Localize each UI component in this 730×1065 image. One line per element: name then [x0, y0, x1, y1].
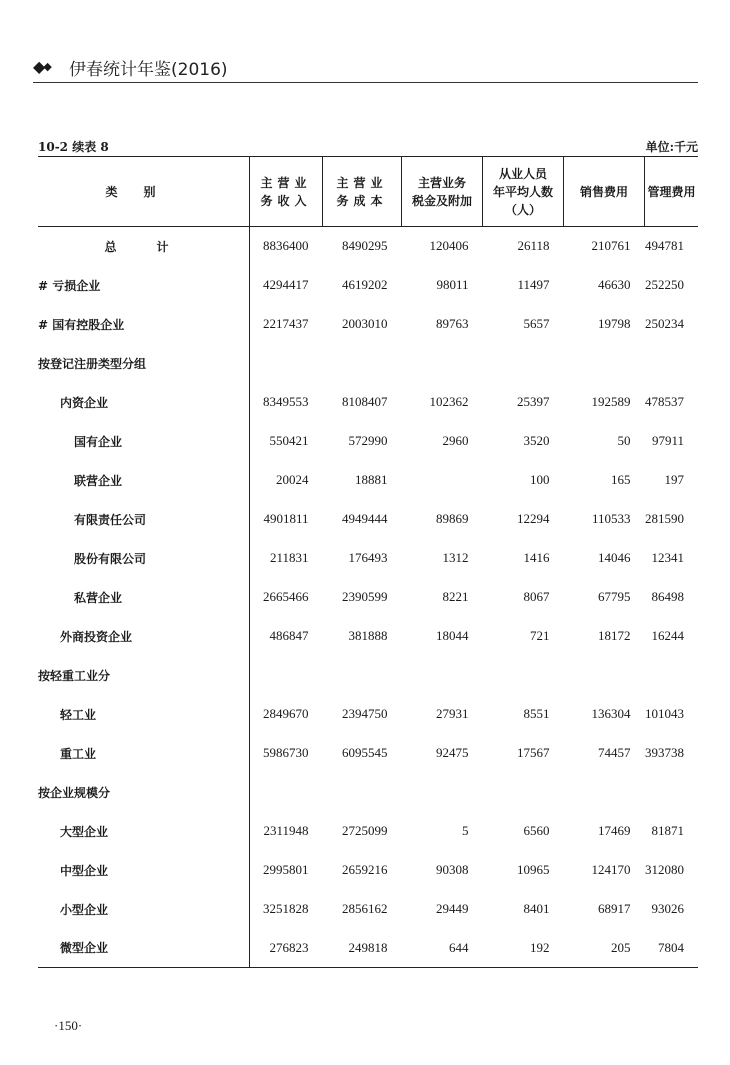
row-label: 中型企业 — [60, 863, 109, 878]
cell-value: 4294417 — [250, 266, 323, 305]
cell-value: 8490295 — [342, 238, 388, 254]
table-row — [38, 851, 698, 890]
cell-value: 18044 — [436, 628, 469, 643]
header-cost-line: 主营业 — [336, 175, 388, 190]
table-row — [38, 656, 698, 695]
cell-value — [483, 773, 564, 812]
table-row — [38, 500, 698, 539]
row-label: 小型企业 — [60, 902, 109, 917]
cell-value: 8108407 — [342, 394, 388, 409]
table-row — [38, 344, 698, 383]
header-tax-line: 税金及附加 — [411, 193, 472, 208]
cell-value: 210761 — [591, 238, 631, 254]
book-title: 伊春统计年鉴(2016) — [69, 60, 228, 80]
cell-value: 4949444 — [342, 511, 388, 526]
cell-value: 92475 — [436, 745, 469, 760]
table-row — [38, 695, 698, 734]
table-row — [38, 773, 698, 812]
header-employees-line: （人） — [504, 202, 541, 217]
cell-value — [645, 656, 699, 695]
cell-value: 2311948 — [250, 812, 323, 851]
cell-value: 86498 — [651, 589, 684, 604]
cell-value: 205 — [564, 929, 645, 968]
cell-value: 5657 — [523, 316, 550, 331]
table-row — [38, 461, 698, 500]
cell-value: 8836400 — [250, 227, 323, 266]
cell-value: 1416 — [523, 550, 550, 565]
table-row — [38, 383, 698, 422]
cell-value: 18172 — [598, 628, 631, 643]
table-id: 10-2 续表 8 — [38, 140, 109, 154]
row-label: 联营企业 — [74, 473, 123, 488]
cell-value: 8349553 — [250, 383, 323, 422]
cell-value: 312080 — [645, 862, 684, 877]
cell-value: 98011 — [436, 277, 469, 292]
header-selling: 销售费用 — [564, 157, 645, 227]
header-revenue-line: 务收入 — [260, 193, 312, 208]
cell-value: 8401 — [523, 901, 550, 916]
header-admin: 管理费用 — [645, 157, 699, 227]
cell-value: 2394750 — [342, 706, 388, 721]
cell-value: 281590 — [645, 511, 684, 526]
cell-value: 2856162 — [342, 901, 388, 916]
cell-value: 4619202 — [342, 277, 388, 292]
header-tax — [402, 157, 483, 227]
cell-value: 27931 — [436, 706, 469, 721]
cell-value: 25397 — [517, 394, 550, 409]
table-row — [38, 617, 698, 656]
table-row — [38, 812, 698, 851]
cell-value: 381888 — [348, 628, 388, 643]
cell-value: 2390599 — [342, 589, 388, 604]
cell-value: 8221 — [442, 589, 469, 604]
cell-value: 3251828 — [250, 890, 323, 929]
cell-value: 2665466 — [250, 578, 323, 617]
table-header-row — [38, 157, 698, 227]
cell-value: 486847 — [250, 617, 323, 656]
cell-value — [323, 656, 402, 695]
cell-value — [250, 344, 323, 383]
cell-value: 68917 — [598, 901, 631, 916]
row-label: 有限责任公司 — [74, 512, 147, 527]
page-number: ·150· — [54, 1018, 83, 1033]
row-label: 总 计 — [104, 239, 183, 254]
row-label: 按企业规模分 — [38, 785, 111, 800]
cell-value: 26118 — [517, 238, 550, 254]
cell-value — [483, 656, 564, 695]
row-label: 股份有限公司 — [74, 551, 147, 566]
cell-value — [645, 773, 699, 812]
cell-value: 211831 — [250, 539, 323, 578]
cell-value: 67795 — [598, 589, 631, 604]
row-label: 按轻重工业分 — [38, 668, 111, 683]
cell-value: 10965 — [517, 862, 550, 877]
cell-value: 644 — [402, 929, 483, 968]
cell-value: 136304 — [591, 706, 631, 721]
cell-value: 494781 — [645, 238, 684, 254]
running-head — [33, 52, 698, 83]
row-label: 大型企业 — [60, 824, 109, 839]
cell-value: 89869 — [436, 511, 469, 526]
cell-value: 16244 — [651, 628, 684, 643]
table-row — [38, 890, 698, 929]
cell-value: 2725099 — [342, 823, 388, 838]
row-label: 重工业 — [60, 746, 97, 761]
cell-value: 19798 — [598, 316, 631, 331]
cell-value: 721 — [530, 628, 550, 643]
cell-value — [323, 773, 402, 812]
cell-value: 18881 — [355, 472, 388, 487]
header-employees-line: 年平均人数 — [492, 184, 553, 199]
cell-value: 250234 — [645, 316, 684, 331]
cell-value: 249818 — [323, 929, 402, 968]
unit-label: 单位:千元 — [645, 140, 698, 154]
table-row — [38, 578, 698, 617]
header-employees-line: 从业人员 — [498, 166, 547, 181]
cell-value: 90308 — [436, 862, 469, 877]
table-row — [38, 734, 698, 773]
cell-value: 2960 — [442, 433, 469, 448]
table-row — [38, 422, 698, 461]
cell-value: 192 — [483, 929, 564, 968]
cell-value: 97911 — [651, 433, 684, 448]
cell-value: 5 — [462, 823, 469, 838]
cell-value: 165 — [611, 472, 631, 487]
cell-value: 197 — [664, 472, 684, 487]
cell-value — [645, 344, 699, 383]
cell-value: 8067 — [523, 589, 550, 604]
cell-value: 4901811 — [250, 500, 323, 539]
cell-value: 276823 — [250, 929, 323, 968]
cell-value: 12294 — [517, 511, 550, 526]
row-label: 私营企业 — [74, 590, 123, 605]
cell-value: 3520 — [523, 433, 550, 448]
header-revenue-line: 主营业 — [260, 175, 312, 190]
cell-value: 29449 — [436, 901, 469, 916]
cell-value: 2995801 — [250, 851, 323, 890]
row-label: 国有企业 — [74, 434, 123, 449]
table-row — [38, 929, 698, 968]
table-row — [38, 266, 698, 305]
cell-value: 101043 — [645, 706, 684, 721]
cell-value: 17567 — [517, 745, 550, 760]
cell-value: 1312 — [442, 550, 469, 565]
cell-value — [564, 773, 645, 812]
cell-value — [564, 344, 645, 383]
cell-value: 124170 — [591, 862, 631, 877]
header-category: 类别 — [38, 157, 250, 227]
cell-value — [402, 344, 483, 383]
cell-value: 2849670 — [250, 695, 323, 734]
cell-value: 572990 — [348, 433, 388, 448]
cell-value — [250, 656, 323, 695]
header-cost-line: 务成本 — [336, 193, 388, 208]
cell-value — [250, 773, 323, 812]
cell-value: 192589 — [591, 394, 631, 409]
cell-value: 120406 — [429, 238, 469, 254]
table-row — [38, 539, 698, 578]
row-label: 微型企业 — [38, 929, 250, 968]
cell-value: 89763 — [436, 316, 469, 331]
row-label: 轻工业 — [60, 707, 97, 722]
header-cost — [323, 157, 402, 227]
cell-value: 6095545 — [342, 745, 388, 760]
cell-value: 74457 — [598, 745, 631, 760]
table-body — [38, 227, 698, 968]
cell-value — [564, 656, 645, 695]
cell-value: 17469 — [598, 823, 631, 838]
cell-value — [402, 461, 483, 500]
cell-value: 2217437 — [250, 305, 323, 344]
cell-value: 81871 — [651, 823, 684, 838]
row-label: 内资企业 — [60, 395, 109, 410]
cell-value: 7804 — [645, 929, 699, 968]
row-label: # 国有控股企业 — [38, 317, 125, 332]
cell-value: 12341 — [651, 550, 684, 565]
cell-value: 93026 — [651, 901, 684, 916]
table-row — [38, 227, 698, 266]
header-employees — [483, 157, 564, 227]
cell-value: 14046 — [598, 550, 631, 565]
cell-value: 102362 — [429, 394, 469, 409]
diamond-ornament-icon: ◆◆ — [33, 57, 50, 76]
cell-value: 478537 — [645, 394, 684, 409]
cell-value: 110533 — [591, 511, 631, 526]
cell-value — [323, 344, 402, 383]
cell-value: 393738 — [645, 745, 684, 760]
row-label: # 亏损企业 — [38, 278, 101, 293]
cell-value — [402, 773, 483, 812]
cell-value: 176493 — [348, 550, 388, 565]
header-tax-line: 主营业务 — [417, 175, 466, 190]
cell-value: 6560 — [523, 823, 550, 838]
row-label: 外商投资企业 — [60, 629, 133, 644]
cell-value — [402, 656, 483, 695]
cell-value: 11497 — [517, 277, 550, 292]
table-row — [38, 305, 698, 344]
cell-value: 252250 — [645, 277, 684, 292]
cell-value: 2003010 — [342, 316, 388, 331]
statistics-table — [38, 156, 698, 968]
cell-value: 20024 — [250, 461, 323, 500]
cell-value: 5986730 — [250, 734, 323, 773]
cell-value: 100 — [530, 472, 550, 487]
cell-value: 2659216 — [342, 862, 388, 877]
header-revenue — [250, 157, 323, 227]
cell-value: 50 — [617, 433, 631, 448]
cell-value — [483, 344, 564, 383]
cell-value: 46630 — [598, 277, 631, 292]
cell-value: 8551 — [523, 706, 550, 721]
cell-value: 550421 — [250, 422, 323, 461]
row-label: 按登记注册类型分组 — [38, 356, 147, 371]
